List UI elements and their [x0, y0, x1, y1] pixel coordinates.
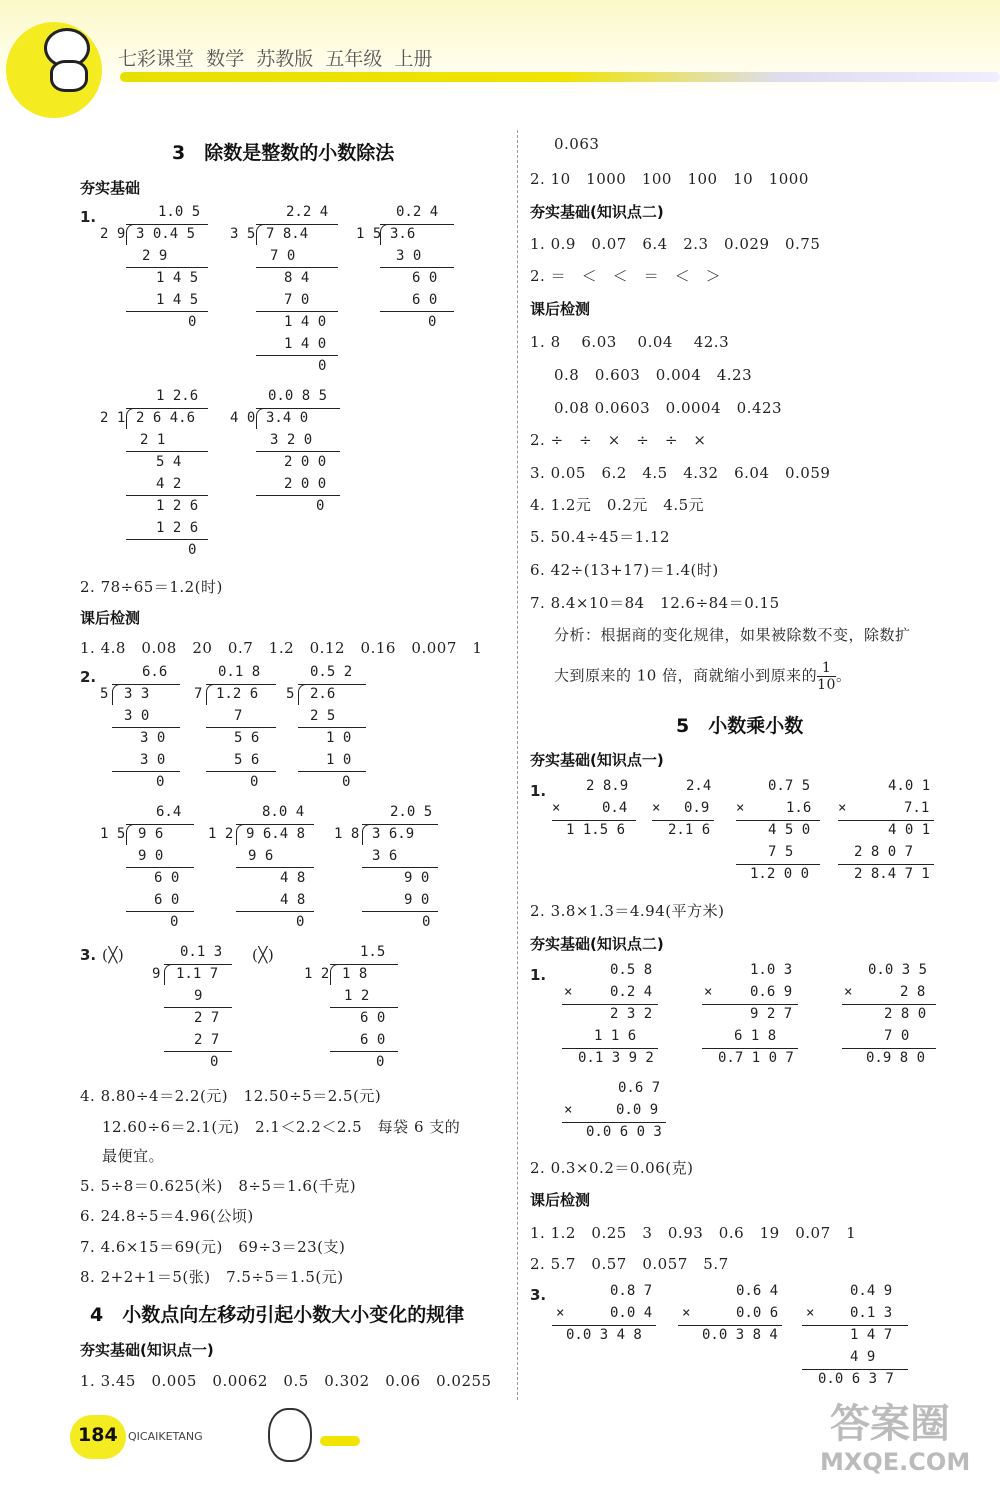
r-carry-answer: 0.063 — [554, 135, 600, 153]
kh1-answer: 1. 4.8 0.08 20 0.7 1.2 0.12 0.16 0.007 1 — [80, 639, 483, 657]
section-4-title: 4 小数点向左移动引起小数大小变化的规律 — [90, 1304, 465, 1326]
header-series: 七彩课堂 — [118, 48, 195, 70]
long-division-5: 0.0 8 5 4 0 3.4 0 3 2 0 2 0 0 2 0 0 0 — [228, 388, 348, 528]
long-division-9: 6.4 1 5 9 6 9 0 6 0 6 0 0 — [98, 804, 198, 934]
r-k3-answer: 3. 0.05 6.2 4.5 4.32 6.04 0.059 — [530, 464, 831, 482]
footer-decoration — [320, 1436, 360, 1446]
r-kk2-answer: 2. 5.7 0.57 0.057 5.7 — [530, 1255, 729, 1273]
page-number: 184 — [78, 1424, 118, 1446]
multiplication-8: 0.6 7 × 0.0 9 0.0 6 0 3 — [560, 1080, 670, 1150]
footer-mascot-icon — [268, 1408, 312, 1462]
r-kp2-q1: 1. 0.9 0.07 6.4 2.3 0.029 0.75 — [530, 235, 821, 253]
multiplication-10: 0.6 4 × 0.0 6 0.0 3 8 4 — [676, 1283, 786, 1353]
mascot-body-icon — [50, 60, 88, 92]
long-division-3: 0.2 4 1 5 3.6 3 0 6 0 6 0 0 — [354, 204, 464, 344]
r-k5-answer: 5. 50.4÷45＝1.12 — [530, 528, 671, 546]
watermark-logo: 答案圈 — [830, 1401, 950, 1447]
s5-subtitle-1: 夯实基础(知识点一) — [530, 751, 664, 769]
kh4-line-3: 最便宜。 — [102, 1147, 165, 1165]
r-k7-answer: 7. 8.4×10＝84 12.6÷84＝0.15 — [530, 594, 780, 612]
multiplication-11: 0.4 9 × 0.1 3 1 4 7 4 9 0.0 6 3 7 — [800, 1283, 910, 1393]
s4-q1-answer: 1. 3.45 0.005 0.0062 0.5 0.302 0.06 0.0255 — [80, 1372, 492, 1390]
multiplication-9: 0.8 7 × 0.0 4 0.0 3 4 8 — [550, 1283, 660, 1353]
r-k2-answer: 2. ÷ ÷ × ÷ ÷ × — [530, 431, 707, 449]
long-division-12: 0.1 3 9 1.1 7 9 2 7 2 7 0 — [150, 944, 240, 1074]
r-k1-line-2: 0.8 0.603 0.004 4.23 — [554, 366, 753, 384]
fraction-numerator: 1 — [817, 660, 836, 677]
header-title — [118, 44, 432, 71]
footer-brand: QICAIKETANG — [128, 1430, 203, 1443]
multiplication-2: 2.4 × 0.9 2.1 6 — [650, 778, 720, 848]
q2-answer: 2. 78÷65＝1.2(时) — [80, 578, 223, 596]
multiplication-6: 1.0 3 × 0.6 9 9 2 7 6 1 8 0.7 1 0 7 — [700, 962, 800, 1072]
section-kehou: 课后检测 — [80, 609, 141, 627]
long-division-1: 1.0 5 2 9 3 0.4 5 2 9 1 4 5 1 4 5 0 — [98, 204, 218, 344]
header-edition: 苏教版 — [256, 48, 314, 70]
multiplication-7: 0.0 3 5 × 2 8 2 8 0 7 0 0.9 8 0 — [840, 962, 940, 1072]
multiplication-1: 2 8.9 × 0.4 1 1.5 6 — [550, 778, 640, 848]
header-grade: 五年级 — [325, 48, 383, 70]
long-division-10: 8.0 4 1 2 9 6.4 8 9 6 4 8 4 8 0 — [206, 804, 316, 934]
kh4-line-1: 4. 8.80÷4＝2.2(元) 12.50÷5＝2.5(元) — [80, 1087, 382, 1105]
s5-subtitle-2: 夯实基础(知识点二) — [530, 935, 664, 953]
fraction-denominator: 10 — [817, 677, 836, 693]
s5-q1b-label: 1. — [530, 966, 547, 984]
r-analysis-line-2 — [554, 660, 851, 693]
kh4-line-2: 12.60÷6＝2.1(元) 2.1＜2.2＜2.5 每袋 6 支的 — [102, 1118, 461, 1136]
r-subtitle-kp2: 夯实基础(知识点二) — [530, 203, 664, 221]
multiplication-4: 4.0 1 × 7.1 4 0 1 2 8 0 7 2 8.4 7 1 — [836, 778, 936, 888]
section-4-subtitle: 夯实基础(知识点一) — [80, 1341, 214, 1359]
s5-q2-answer: 2. 3.8×1.3＝4.94(平方米) — [530, 902, 725, 920]
section-5-title: 5 小数乘小数 — [676, 715, 804, 737]
r-section-kehou-2: 课后检测 — [530, 1191, 591, 1209]
r-analysis-text: 大到原来的 10 倍，商就缩小到原来的 — [554, 666, 818, 685]
q1-label: 1. — [80, 208, 97, 226]
r-kk3-label: 3. — [530, 1286, 547, 1304]
long-division-6: 6.6 5 3 3 3 0 3 0 3 0 0 — [98, 664, 188, 794]
r-analysis-line-1: 分析：根据商的变化规律，如果被除数不变，除数扩 — [554, 626, 911, 644]
r-k1-line-3: 0.08 0.0603 0.0004 0.423 — [554, 399, 783, 417]
r-k1-line-1: 1. 8 6.03 0.04 42.3 — [530, 333, 730, 351]
fraction — [817, 660, 836, 693]
multiplication-5: 0.5 8 × 0.2 4 2 3 2 1 1 6 0.1 3 9 2 — [560, 962, 660, 1072]
kh6-answer: 6. 24.8÷5＝4.96(公顷) — [80, 1207, 254, 1225]
section-hangshi: 夯实基础 — [80, 179, 141, 197]
section-3-title: 3 除数是整数的小数除法 — [172, 142, 395, 164]
multiplication-3: 0.7 5 × 1.6 4 5 0 7 5 1.2 0 0 — [734, 778, 824, 888]
long-division-13: 1.5 1 2 1 8 1 2 6 0 6 0 0 — [302, 944, 402, 1074]
header-subject: 数学 — [206, 48, 245, 70]
s5-q1-label: 1. — [530, 782, 547, 800]
kh3-label: 3. — [80, 946, 97, 964]
s5-q2b-answer: 2. 0.3×0.2＝0.06(克) — [530, 1159, 694, 1177]
watermark-url: MXQE.COM — [820, 1448, 971, 1476]
r-kk1-answer: 1. 1.2 0.25 3 0.93 0.6 19 0.07 1 — [530, 1224, 857, 1242]
r-k4-answer: 4. 1.2元 0.2元 4.5元 — [530, 496, 705, 514]
kh3-mark-1: (╳) — [102, 946, 125, 964]
long-division-4: 1 2.6 2 1 2 6 4.6 2 1 5 4 4 2 1 2 6 1 2 6 0 — [98, 388, 218, 568]
r-k6-answer: 6. 42÷(13+17)＝1.4(时) — [530, 561, 719, 579]
kh3-mark-2: (╳) — [252, 946, 275, 964]
r-q2-answer: 2. 10 1000 100 100 10 1000 — [530, 170, 809, 188]
r-section-kehou: 课后检测 — [530, 300, 591, 318]
long-division-8: 0.5 2 5 2.6 2 5 1 0 1 0 0 — [284, 664, 374, 794]
kh8-answer: 8. 2+2+1＝5(张) 7.5÷5＝1.5(元) — [80, 1268, 344, 1286]
kh5-answer: 5. 5÷8＝0.625(米) 8÷5＝1.6(千克) — [80, 1177, 357, 1195]
header-volume: 上册 — [394, 48, 433, 70]
kh7-answer: 7. 4.6×15＝69(元) 69÷3＝23(支) — [80, 1238, 346, 1256]
long-division-2: 2.2 4 3 5 7 8.4 7 0 8 4 7 0 1 4 0 1 4 0 0 — [228, 204, 348, 384]
column-divider — [517, 130, 518, 1400]
long-division-7: 0.1 8 7 1.2 6 7 5 6 5 6 0 — [192, 664, 282, 794]
long-division-11: 2.0 5 1 8 3 6.9 3 6 9 0 9 0 0 — [332, 804, 442, 934]
kh2-label: 2. — [80, 668, 97, 686]
header-rule — [120, 72, 1000, 82]
r-kp2-q2: 2. ＝ ＜ ＜ ＝ ＜ ＞ — [530, 267, 722, 285]
r-analysis-end: 。 — [835, 666, 852, 685]
